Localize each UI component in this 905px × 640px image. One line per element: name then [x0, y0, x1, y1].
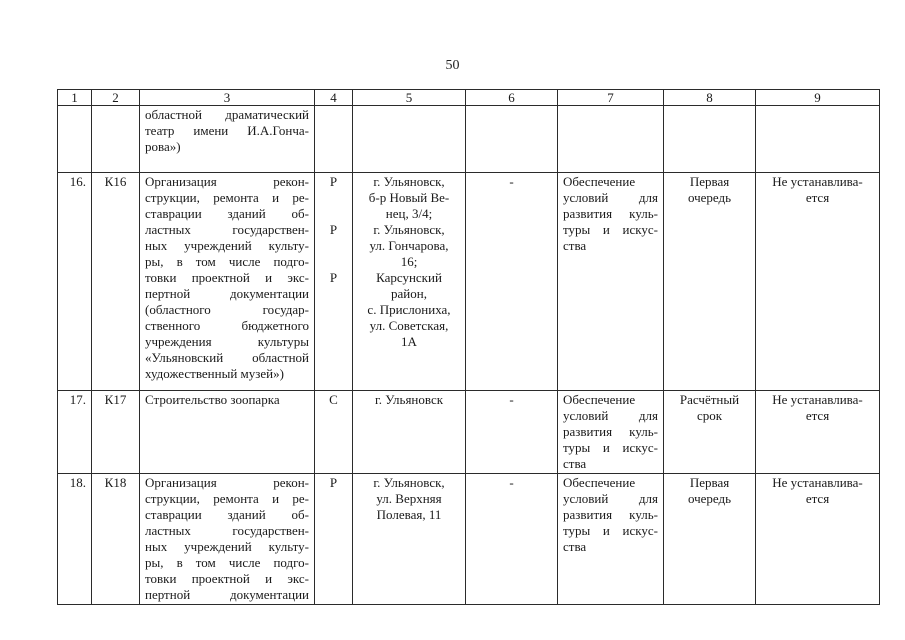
object-code: К16 — [92, 173, 140, 391]
text-line: срок — [696, 408, 723, 423]
text-line: Первая — [689, 174, 730, 189]
table-cell — [353, 106, 466, 173]
row-number: 17. — [58, 391, 92, 474]
text-line: театр имени И.А.Гонча- — [145, 123, 309, 138]
table-cell — [558, 106, 664, 173]
text-line: Не устанавлива- — [772, 475, 863, 490]
dash-cell: - — [466, 391, 558, 474]
object-code: К18 — [92, 474, 140, 605]
table-header-row — [58, 90, 880, 106]
table-cell — [58, 106, 92, 173]
purpose-cell — [558, 173, 664, 391]
text-line: ства — [563, 456, 587, 471]
type-mark: Р — [329, 222, 338, 237]
text-line: очередь — [687, 190, 732, 205]
type-mark-cell — [315, 173, 353, 391]
text-line: ры, в том числе подго- — [145, 555, 309, 570]
text-line: товки проектной и экс- — [145, 270, 309, 285]
text-line: ственного бюджетного — [145, 318, 309, 333]
zone-cell — [756, 474, 880, 605]
text-line: 16; — [400, 254, 418, 269]
text-line: Первая — [689, 475, 730, 490]
text-line: (областного государ- — [145, 302, 309, 317]
text-line: ставрации зданий об- — [145, 507, 309, 522]
text-line: ластных государствен- — [145, 523, 309, 538]
text-line: б-р Новый Ве- — [368, 190, 450, 205]
text-line: Организация рекон- — [145, 174, 309, 189]
table-cell — [92, 106, 140, 173]
text-line: г. Ульяновск — [374, 392, 444, 407]
text-line: Обеспечение — [563, 392, 636, 407]
text-line: областной драматический — [145, 107, 309, 122]
text-line: учреждения культуры — [145, 334, 309, 349]
text-line: туры и искус- — [563, 440, 658, 455]
object-name-cell — [140, 474, 315, 605]
page-number: 50 — [445, 58, 460, 73]
text-line: развития куль- — [563, 206, 658, 221]
table-row-continuation — [58, 106, 880, 173]
text-line: пертной документации — [145, 587, 309, 602]
type-mark: Р — [329, 270, 338, 285]
text-line: ства — [563, 238, 587, 253]
header-cell: 9 — [756, 90, 880, 106]
text-line: развития куль- — [563, 507, 658, 522]
text-line: туры и искус- — [563, 222, 658, 237]
text-line: г. Ульяновск, — [373, 174, 445, 189]
table-cell — [756, 106, 880, 173]
text-line: г. Ульяновск, — [373, 222, 445, 237]
text-line: 1А — [401, 334, 417, 349]
stage-cell — [664, 173, 756, 391]
header-cell: 2 — [92, 90, 140, 106]
text-line: ется — [805, 491, 830, 506]
object-name-cell — [140, 106, 315, 173]
text-line: ных учреждений культу- — [145, 238, 309, 253]
text-line: ства — [563, 539, 587, 554]
document-table — [57, 89, 880, 605]
text-line: Не устанавлива- — [772, 174, 863, 189]
zone-cell — [756, 391, 880, 474]
purpose-cell — [558, 474, 664, 605]
type-mark-cell — [315, 474, 353, 605]
text-line: ул. Гончарова, — [369, 238, 449, 253]
text-line: струкции, ремонта и ре- — [145, 491, 309, 506]
text-line: «Ульяновский областной — [145, 350, 309, 365]
text-line: Карсунский — [376, 270, 442, 285]
text-line: ул. Верхняя — [376, 491, 442, 506]
header-cell: 3 — [140, 90, 315, 106]
text-line: ставрации зданий об- — [145, 206, 309, 221]
table-cell — [315, 106, 353, 173]
object-name-cell — [140, 173, 315, 391]
type-mark-cell — [315, 391, 353, 474]
location-cell — [353, 474, 466, 605]
text-line: Расчётный — [679, 392, 740, 407]
table-cell — [466, 106, 558, 173]
text-line: район, — [391, 286, 427, 301]
row-number: 18. — [58, 474, 92, 605]
type-mark: С — [329, 392, 338, 407]
text-line: с. Прислониха, — [367, 302, 451, 317]
zone-cell — [756, 173, 880, 391]
text-line: ры, в том числе подго- — [145, 254, 309, 269]
purpose-cell — [558, 391, 664, 474]
dash-cell: - — [466, 474, 558, 605]
text-line: условий для — [563, 408, 658, 423]
header-cell: 1 — [58, 90, 92, 106]
stage-cell — [664, 474, 756, 605]
type-mark: Р — [329, 475, 338, 490]
text-line: Полевая, 11 — [376, 507, 442, 522]
text-line: ластных государствен- — [145, 222, 309, 237]
text-line: Организация рекон- — [145, 475, 309, 490]
text-line: пертной документации — [145, 286, 309, 301]
text-line: нец, 3/4; — [385, 206, 433, 221]
type-mark: Р — [329, 174, 338, 189]
text-line: струкции, ремонта и ре- — [145, 190, 309, 205]
row-number: 16. — [58, 173, 92, 391]
text-line: условий для — [563, 190, 658, 205]
text-line: ется — [805, 190, 830, 205]
header-cell: 8 — [664, 90, 756, 106]
location-cell — [353, 173, 466, 391]
text-line: Обеспечение — [563, 475, 636, 490]
text-line: рова») — [145, 139, 181, 154]
dash-cell: - — [466, 173, 558, 391]
table-row — [58, 173, 880, 391]
object-code: К17 — [92, 391, 140, 474]
text-line: Строительство зоопарка — [145, 392, 280, 407]
text-line: ных учреждений культу- — [145, 539, 309, 554]
header-cell: 6 — [466, 90, 558, 106]
text-line: художественный музей») — [145, 366, 284, 381]
location-cell — [353, 391, 466, 474]
table-row — [58, 391, 880, 474]
text-line: ул. Советская, — [369, 318, 449, 333]
header-cell: 7 — [558, 90, 664, 106]
text-line: туры и искус- — [563, 523, 658, 538]
object-name-cell — [140, 391, 315, 474]
stage-cell — [664, 391, 756, 474]
text-line: Не устанавлива- — [772, 392, 863, 407]
header-cell: 4 — [315, 90, 353, 106]
text-line: развития куль- — [563, 424, 658, 439]
text-line: ется — [805, 408, 830, 423]
header-cell: 5 — [353, 90, 466, 106]
table-cell — [664, 106, 756, 173]
table-row — [58, 474, 880, 605]
text-line: условий для — [563, 491, 658, 506]
text-line: товки проектной и экс- — [145, 571, 309, 586]
text-line: очередь — [687, 491, 732, 506]
text-line: г. Ульяновск, — [373, 475, 445, 490]
text-line: Обеспечение — [563, 174, 636, 189]
